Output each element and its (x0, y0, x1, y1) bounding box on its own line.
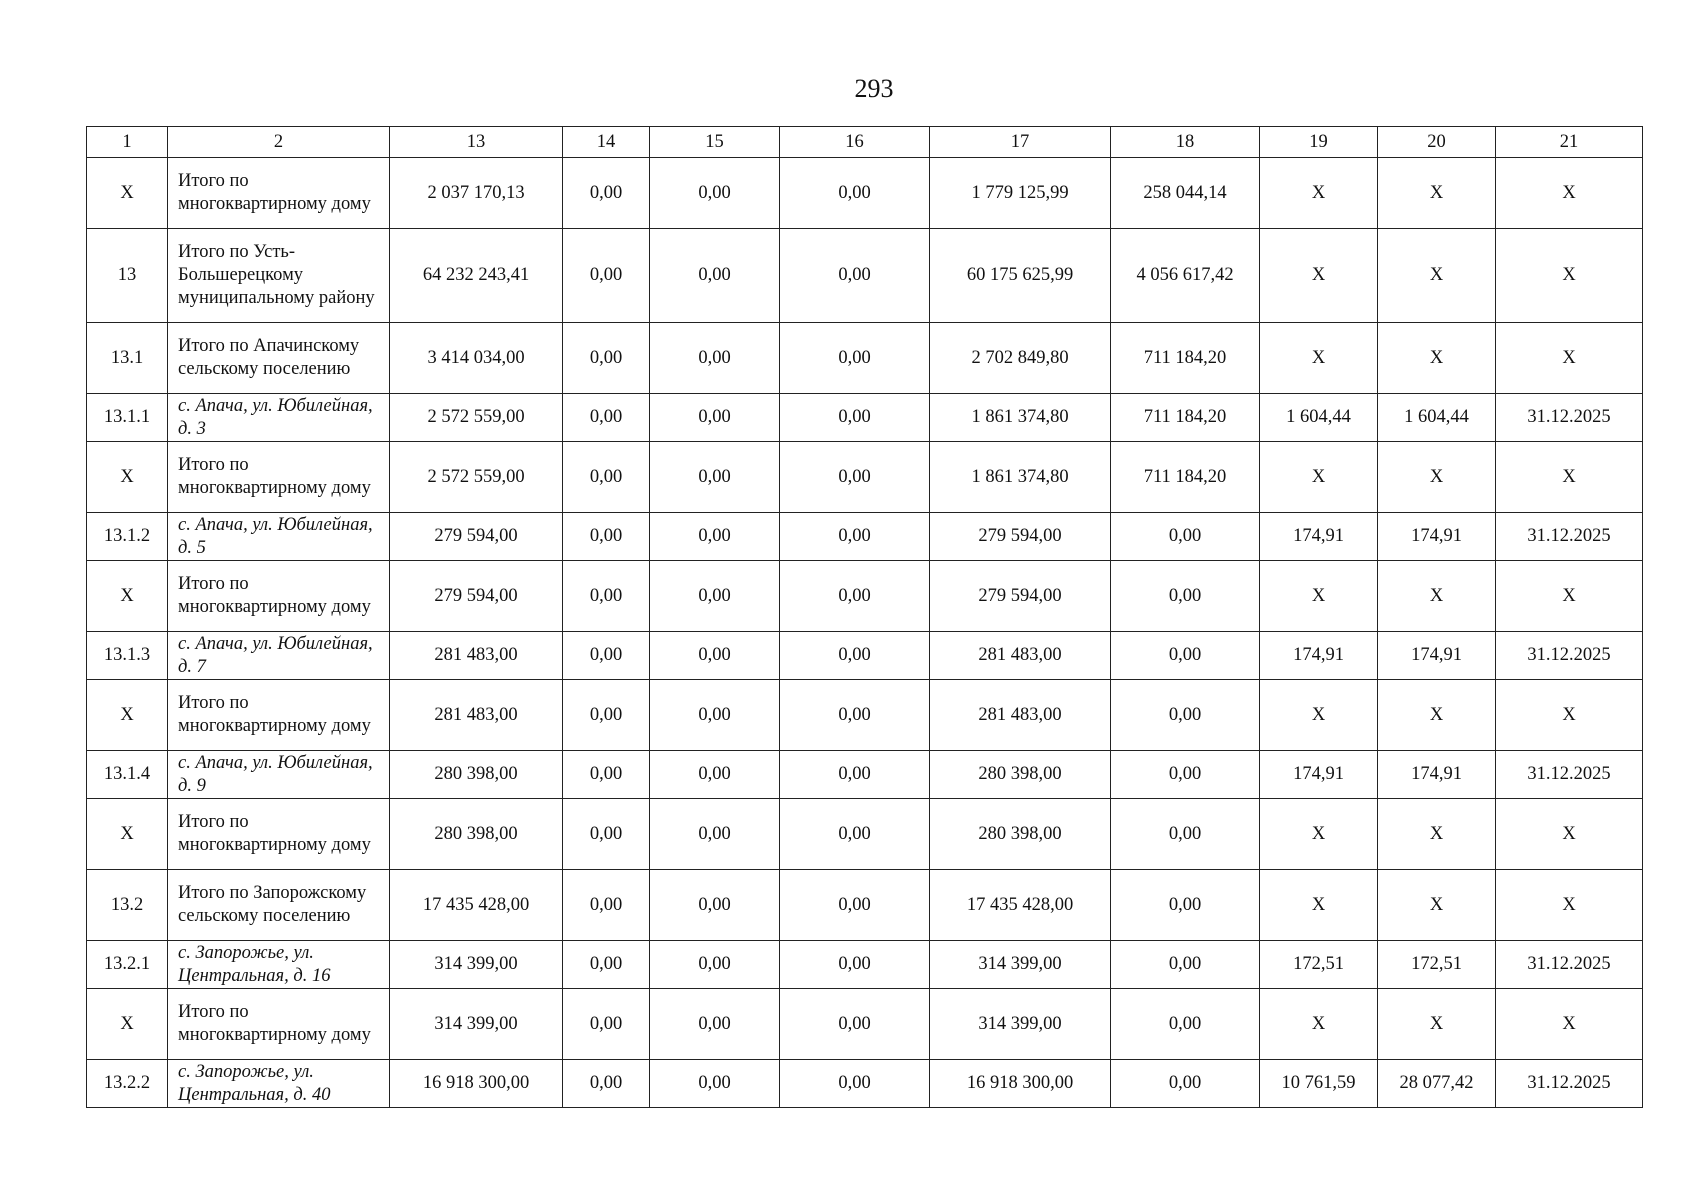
col-20-cell: 174,91 (1378, 513, 1496, 561)
row-number-cell: X (87, 158, 168, 229)
col-18-cell: 711 184,20 (1111, 442, 1260, 513)
column-header: 20 (1378, 127, 1496, 158)
column-header: 21 (1496, 127, 1643, 158)
col-13-cell: 64 232 243,41 (390, 229, 563, 323)
col-21-cell: 31.12.2025 (1496, 513, 1643, 561)
col-13-cell: 314 399,00 (390, 941, 563, 989)
col-17-cell: 314 399,00 (930, 941, 1111, 989)
header-row (87, 127, 1643, 158)
col-18-cell: 711 184,20 (1111, 323, 1260, 394)
col-21-cell: 31.12.2025 (1496, 941, 1643, 989)
col-19-cell: X (1260, 989, 1378, 1060)
col-19-cell: 174,91 (1260, 751, 1378, 799)
col-14-cell: 0,00 (563, 632, 650, 680)
col-13-cell: 2 572 559,00 (390, 394, 563, 442)
col-18-cell: 0,00 (1111, 1060, 1260, 1108)
row-name-cell: Итого по Усть-Большерецкому муниципальному району (168, 229, 390, 323)
col-15-cell: 0,00 (650, 229, 780, 323)
col-19-cell: 172,51 (1260, 941, 1378, 989)
column-header: 19 (1260, 127, 1378, 158)
col-19-cell: 174,91 (1260, 513, 1378, 561)
col-14-cell: 0,00 (563, 323, 650, 394)
col-21-cell: X (1496, 323, 1643, 394)
col-20-cell: X (1378, 870, 1496, 941)
col-19-cell: 174,91 (1260, 632, 1378, 680)
col-16-cell: 0,00 (780, 323, 930, 394)
col-20-cell: 1 604,44 (1378, 394, 1496, 442)
row-name-cell: Итого по многоквартирному дому (168, 561, 390, 632)
col-16-cell: 0,00 (780, 870, 930, 941)
col-14-cell: 0,00 (563, 229, 650, 323)
col-15-cell: 0,00 (650, 870, 780, 941)
address-row (87, 513, 1643, 561)
col-19-cell: X (1260, 158, 1378, 229)
col-14-cell: 0,00 (563, 561, 650, 632)
page-number: 293 (854, 74, 894, 103)
row-number-cell: X (87, 680, 168, 751)
col-21-cell: X (1496, 158, 1643, 229)
row-number-cell: 13.2.1 (87, 941, 168, 989)
col-16-cell: 0,00 (780, 680, 930, 751)
col-16-cell: 0,00 (780, 394, 930, 442)
col-15-cell: 0,00 (650, 158, 780, 229)
col-15-cell: 0,00 (650, 561, 780, 632)
col-21-cell: 31.12.2025 (1496, 632, 1643, 680)
col-18-cell: 4 056 617,42 (1111, 229, 1260, 323)
address-row (87, 1060, 1643, 1108)
col-18-cell: 0,00 (1111, 513, 1260, 561)
col-17-cell: 2 702 849,80 (930, 323, 1111, 394)
col-18-cell: 258 044,14 (1111, 158, 1260, 229)
row-name-cell: Итого по многоквартирному дому (168, 989, 390, 1060)
row-name-cell: Итого по многоквартирному дому (168, 799, 390, 870)
address-row (87, 751, 1643, 799)
col-16-cell: 0,00 (780, 989, 930, 1060)
col-16-cell: 0,00 (780, 229, 930, 323)
col-16-cell: 0,00 (780, 442, 930, 513)
col-17-cell: 280 398,00 (930, 799, 1111, 870)
col-19-cell: X (1260, 561, 1378, 632)
row-number-cell: X (87, 561, 168, 632)
total-row (87, 442, 1643, 513)
col-19-cell: X (1260, 680, 1378, 751)
col-16-cell: 0,00 (780, 632, 930, 680)
col-21-cell: X (1496, 799, 1643, 870)
col-13-cell: 2 037 170,13 (390, 158, 563, 229)
col-13-cell: 2 572 559,00 (390, 442, 563, 513)
total-row (87, 680, 1643, 751)
col-18-cell: 0,00 (1111, 680, 1260, 751)
row-number-cell: 13.1 (87, 323, 168, 394)
col-14-cell: 0,00 (563, 158, 650, 229)
col-17-cell: 60 175 625,99 (930, 229, 1111, 323)
col-15-cell: 0,00 (650, 394, 780, 442)
col-21-cell: X (1496, 989, 1643, 1060)
col-21-cell: X (1496, 442, 1643, 513)
column-header: 1 (87, 127, 168, 158)
col-15-cell: 0,00 (650, 513, 780, 561)
col-14-cell: 0,00 (563, 680, 650, 751)
col-15-cell: 0,00 (650, 632, 780, 680)
col-17-cell: 279 594,00 (930, 513, 1111, 561)
col-17-cell: 1 779 125,99 (930, 158, 1111, 229)
row-number-cell: 13.1.1 (87, 394, 168, 442)
col-18-cell: 0,00 (1111, 632, 1260, 680)
total-row (87, 323, 1643, 394)
table-body (87, 158, 1643, 1108)
col-14-cell: 0,00 (563, 989, 650, 1060)
col-20-cell: X (1378, 680, 1496, 751)
col-13-cell: 280 398,00 (390, 751, 563, 799)
col-16-cell: 0,00 (780, 941, 930, 989)
col-18-cell: 711 184,20 (1111, 394, 1260, 442)
row-name-cell: с. Запорожье, ул. Центральная, д. 40 (168, 1060, 390, 1108)
col-17-cell: 279 594,00 (930, 561, 1111, 632)
column-header: 16 (780, 127, 930, 158)
col-21-cell: X (1496, 680, 1643, 751)
column-header: 17 (930, 127, 1111, 158)
col-20-cell: 174,91 (1378, 632, 1496, 680)
col-17-cell: 281 483,00 (930, 680, 1111, 751)
col-13-cell: 280 398,00 (390, 799, 563, 870)
col-19-cell: X (1260, 799, 1378, 870)
address-row (87, 941, 1643, 989)
row-name-cell: Итого по многоквартирному дому (168, 680, 390, 751)
col-15-cell: 0,00 (650, 751, 780, 799)
col-16-cell: 0,00 (780, 1060, 930, 1108)
col-14-cell: 0,00 (563, 394, 650, 442)
col-21-cell: X (1496, 870, 1643, 941)
table-header (87, 127, 1643, 158)
col-14-cell: 0,00 (563, 870, 650, 941)
row-number-cell: 13.2.2 (87, 1060, 168, 1108)
col-15-cell: 0,00 (650, 941, 780, 989)
row-name-cell: Итого по многоквартирному дому (168, 158, 390, 229)
col-15-cell: 0,00 (650, 442, 780, 513)
total-row (87, 561, 1643, 632)
row-name-cell: с. Апача, ул. Юбилейная, д. 7 (168, 632, 390, 680)
col-14-cell: 0,00 (563, 751, 650, 799)
row-number-cell: X (87, 989, 168, 1060)
column-header: 13 (390, 127, 563, 158)
col-17-cell: 17 435 428,00 (930, 870, 1111, 941)
col-14-cell: 0,00 (563, 442, 650, 513)
row-number-cell: X (87, 442, 168, 513)
col-20-cell: X (1378, 442, 1496, 513)
col-21-cell: 31.12.2025 (1496, 751, 1643, 799)
col-19-cell: X (1260, 870, 1378, 941)
data-table (86, 126, 1643, 1108)
row-name-cell: с. Апача, ул. Юбилейная, д. 3 (168, 394, 390, 442)
col-17-cell: 280 398,00 (930, 751, 1111, 799)
col-20-cell: X (1378, 229, 1496, 323)
column-header: 14 (563, 127, 650, 158)
col-20-cell: X (1378, 323, 1496, 394)
column-header: 15 (650, 127, 780, 158)
total-row (87, 158, 1643, 229)
column-header: 18 (1111, 127, 1260, 158)
col-17-cell: 281 483,00 (930, 632, 1111, 680)
col-18-cell: 0,00 (1111, 941, 1260, 989)
row-name-cell: с. Апача, ул. Юбилейная, д. 9 (168, 751, 390, 799)
col-17-cell: 1 861 374,80 (930, 394, 1111, 442)
total-row (87, 229, 1643, 323)
col-21-cell: X (1496, 561, 1643, 632)
col-20-cell: X (1378, 561, 1496, 632)
row-number-cell: 13.1.2 (87, 513, 168, 561)
col-13-cell: 16 918 300,00 (390, 1060, 563, 1108)
col-17-cell: 1 861 374,80 (930, 442, 1111, 513)
col-20-cell: X (1378, 799, 1496, 870)
col-20-cell: 174,91 (1378, 751, 1496, 799)
col-18-cell: 0,00 (1111, 870, 1260, 941)
col-13-cell: 314 399,00 (390, 989, 563, 1060)
col-15-cell: 0,00 (650, 1060, 780, 1108)
address-row (87, 632, 1643, 680)
col-19-cell: X (1260, 323, 1378, 394)
col-14-cell: 0,00 (563, 1060, 650, 1108)
col-18-cell: 0,00 (1111, 561, 1260, 632)
col-20-cell: 172,51 (1378, 941, 1496, 989)
col-20-cell: X (1378, 158, 1496, 229)
col-18-cell: 0,00 (1111, 751, 1260, 799)
row-name-cell: Итого по Запорожскому сельскому поселению (168, 870, 390, 941)
col-14-cell: 0,00 (563, 513, 650, 561)
col-18-cell: 0,00 (1111, 989, 1260, 1060)
col-13-cell: 17 435 428,00 (390, 870, 563, 941)
col-16-cell: 0,00 (780, 799, 930, 870)
total-row (87, 799, 1643, 870)
row-number-cell: 13.1.4 (87, 751, 168, 799)
row-number-cell: 13.1.3 (87, 632, 168, 680)
address-row (87, 394, 1643, 442)
col-21-cell: X (1496, 229, 1643, 323)
col-17-cell: 314 399,00 (930, 989, 1111, 1060)
col-15-cell: 0,00 (650, 799, 780, 870)
column-header: 2 (168, 127, 390, 158)
col-16-cell: 0,00 (780, 158, 930, 229)
col-14-cell: 0,00 (563, 941, 650, 989)
row-number-cell: 13 (87, 229, 168, 323)
col-15-cell: 0,00 (650, 989, 780, 1060)
col-15-cell: 0,00 (650, 323, 780, 394)
col-13-cell: 3 414 034,00 (390, 323, 563, 394)
col-16-cell: 0,00 (780, 561, 930, 632)
row-name-cell: Итого по Апачинскому сельскому поселению (168, 323, 390, 394)
row-number-cell: 13.2 (87, 870, 168, 941)
col-15-cell: 0,00 (650, 680, 780, 751)
col-19-cell: X (1260, 229, 1378, 323)
col-13-cell: 281 483,00 (390, 632, 563, 680)
col-13-cell: 279 594,00 (390, 513, 563, 561)
col-20-cell: X (1378, 989, 1496, 1060)
col-19-cell: 10 761,59 (1260, 1060, 1378, 1108)
total-row (87, 989, 1643, 1060)
row-name-cell: с. Апача, ул. Юбилейная, д. 5 (168, 513, 390, 561)
col-17-cell: 16 918 300,00 (930, 1060, 1111, 1108)
col-21-cell: 31.12.2025 (1496, 394, 1643, 442)
col-14-cell: 0,00 (563, 799, 650, 870)
col-13-cell: 279 594,00 (390, 561, 563, 632)
col-16-cell: 0,00 (780, 751, 930, 799)
col-19-cell: X (1260, 442, 1378, 513)
total-row (87, 870, 1643, 941)
row-name-cell: Итого по многоквартирному дому (168, 442, 390, 513)
col-21-cell: 31.12.2025 (1496, 1060, 1643, 1108)
row-name-cell: с. Запорожье, ул. Центральная, д. 16 (168, 941, 390, 989)
col-18-cell: 0,00 (1111, 799, 1260, 870)
row-number-cell: X (87, 799, 168, 870)
col-16-cell: 0,00 (780, 513, 930, 561)
col-19-cell: 1 604,44 (1260, 394, 1378, 442)
col-20-cell: 28 077,42 (1378, 1060, 1496, 1108)
col-13-cell: 281 483,00 (390, 680, 563, 751)
